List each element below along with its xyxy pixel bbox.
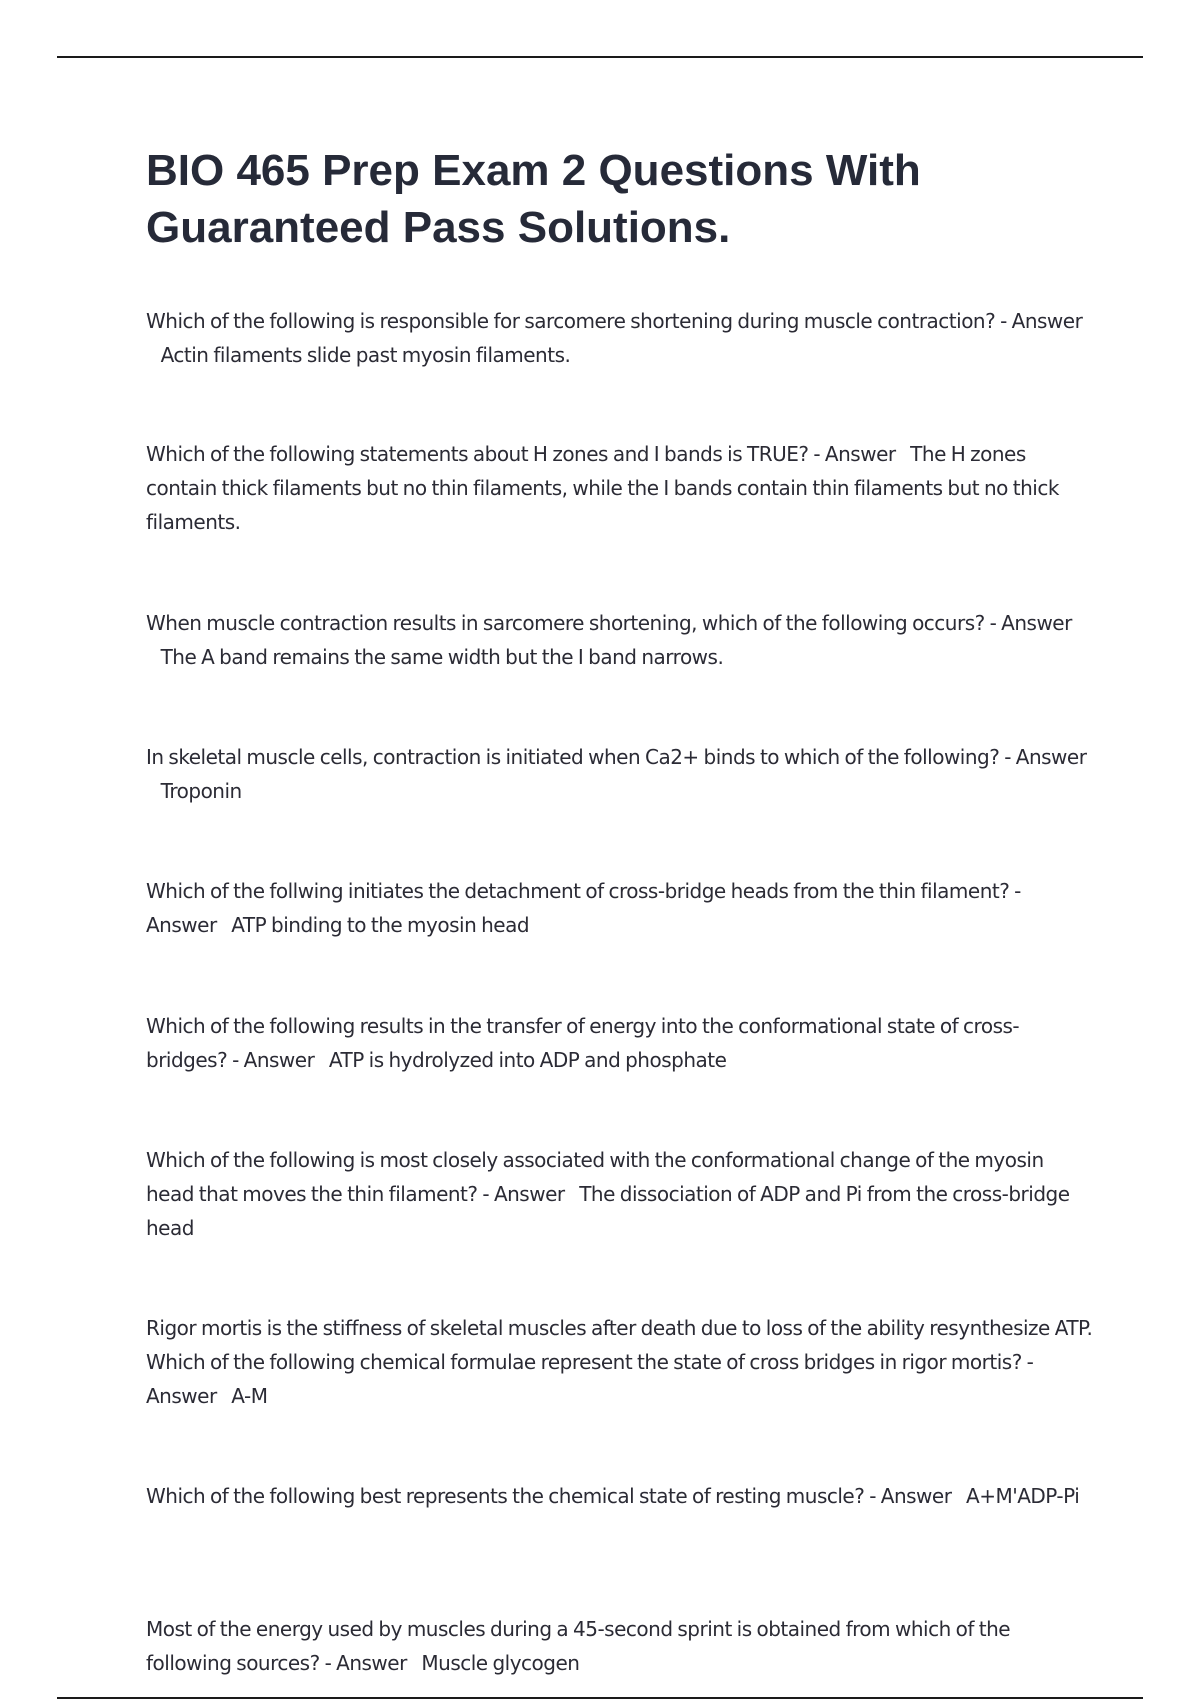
qa-item bbox=[146, 1612, 1096, 1680]
question-text: Most of the energy used by muscles during a 45-second sprint is obtained from which of the following sources? - Answer bbox=[146, 1617, 1011, 1675]
qa-item bbox=[146, 1143, 1096, 1245]
top-divider bbox=[57, 56, 1143, 58]
answer-text: A-M bbox=[231, 1384, 268, 1408]
answer-text: A+M'ADP-Pi bbox=[966, 1484, 1080, 1508]
question-text: Which of the follwing initiates the detachment of cross-bridge heads from the thin filament? - Answer bbox=[146, 879, 1021, 937]
answer-text: The dissociation of ADP and Pi from the cross-bridge head bbox=[146, 1182, 1070, 1240]
answer-text: Actin filaments slide past myosin filaments. bbox=[160, 343, 571, 367]
page-content bbox=[146, 142, 1096, 256]
question-text: Which of the following is responsible for sarcomere shortening during muscle contraction? - Answer bbox=[146, 309, 1083, 333]
qa-item bbox=[146, 606, 1096, 674]
question-text: Which of the following is most closely associated with the conformational change of the myosin head that moves the thin filament? - Answer bbox=[146, 1148, 1044, 1206]
qa-item bbox=[146, 1479, 1096, 1513]
question-text: When muscle contraction results in sarcomere shortening, which of the following occurs? - Answer bbox=[146, 611, 1072, 635]
qa-item bbox=[146, 437, 1096, 539]
question-text: Which of the following statements about H zones and I bands is TRUE? - Answer bbox=[146, 442, 896, 466]
question-text: Which of the following best represents the chemical state of resting muscle? - Answer bbox=[146, 1484, 952, 1508]
title-line-1: BIO 465 Prep Exam 2 Questions With bbox=[146, 146, 921, 195]
question-text: In skeletal muscle cells, contraction is initiated when Ca2+ binds to which of the following? - Answer bbox=[146, 745, 1087, 769]
document-title bbox=[146, 142, 1096, 256]
answer-text: ATP binding to the myosin head bbox=[231, 913, 530, 937]
bottom-divider bbox=[57, 1697, 1143, 1699]
qa-item bbox=[146, 1009, 1096, 1077]
answer-text: The H zones contain thick filaments but no thin filaments, while the I bands contain thin filaments but no thick filaments. bbox=[146, 442, 1059, 534]
title-line-2: Guaranteed Pass Solutions. bbox=[146, 203, 731, 252]
qa-item bbox=[146, 740, 1096, 808]
answer-text: Muscle glycogen bbox=[421, 1651, 580, 1675]
qa-item bbox=[146, 874, 1096, 942]
qa-item bbox=[146, 304, 1096, 372]
question-text: Which of the following results in the transfer of energy into the conformational state of cross-bridges? - Answer bbox=[146, 1014, 1020, 1072]
answer-text: ATP is hydrolyzed into ADP and phosphate bbox=[328, 1048, 727, 1072]
qa-item bbox=[146, 1311, 1096, 1413]
question-text: Rigor mortis is the stiffness of skeletal muscles after death due to loss of the ability resynthesize ATP. Which of the following chemical formulae represent the state of cross bridges in rigor mortis? - Answer bbox=[146, 1316, 1093, 1408]
answer-text: The A band remains the same width but the I band narrows. bbox=[160, 645, 724, 669]
answer-text: Troponin bbox=[160, 779, 242, 803]
